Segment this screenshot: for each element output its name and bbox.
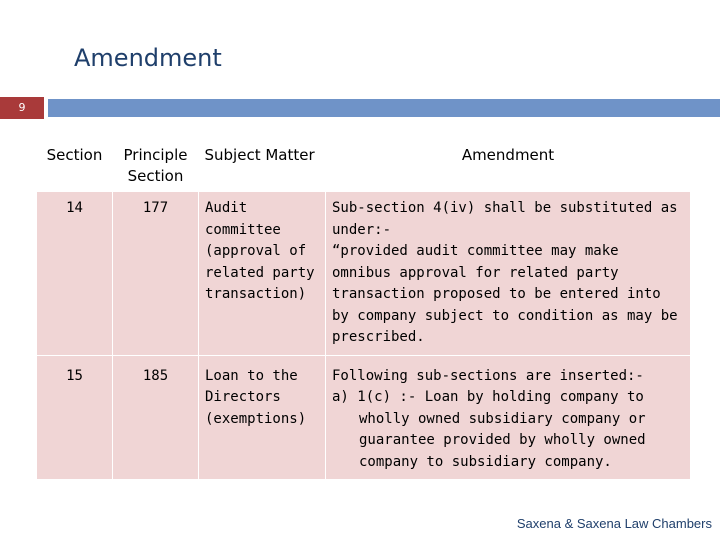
- footer-credit: Saxena & Saxena Law Chambers: [516, 516, 712, 531]
- header-bar: [48, 99, 720, 117]
- cell-amendment: [326, 355, 691, 480]
- table-row: [37, 192, 691, 356]
- header-subject-matter: Subject Matter: [199, 135, 326, 192]
- cell-amendment: [326, 192, 691, 356]
- table-row: [37, 355, 691, 480]
- cell-section: 15: [37, 355, 113, 480]
- amendment-line: Following sub-sections are inserted:-: [332, 367, 644, 384]
- slide-number: 9: [0, 97, 44, 119]
- table-header-row: [37, 135, 691, 192]
- header-principle-section: Principle Section: [113, 135, 199, 192]
- amendment-line: Sub-section 4(iv) shall be substituted as under:-: [332, 200, 678, 238]
- cell-subject: Audit committee (approval of related party transaction): [199, 192, 326, 356]
- amendment-table: [36, 135, 691, 480]
- amendment-line: a) 1(c) :- Loan by holding company to wholly owned subsidiary company or guarantee provided by wholly owned company to subsidiary company.: [332, 389, 646, 470]
- header-amendment: Amendment: [326, 135, 691, 192]
- amendment-line: “provided audit committee may make omnibus approval for related party transaction proposed to be entered into by company subject to condition as may be prescribed.: [332, 243, 678, 345]
- cell-section: 14: [37, 192, 113, 356]
- cell-principle-section: 185: [113, 355, 199, 480]
- slide-title: Amendment: [74, 44, 222, 72]
- cell-subject: Loan to the Directors (exemptions): [199, 355, 326, 480]
- cell-principle-section: 177: [113, 192, 199, 356]
- header-section: Section: [37, 135, 113, 192]
